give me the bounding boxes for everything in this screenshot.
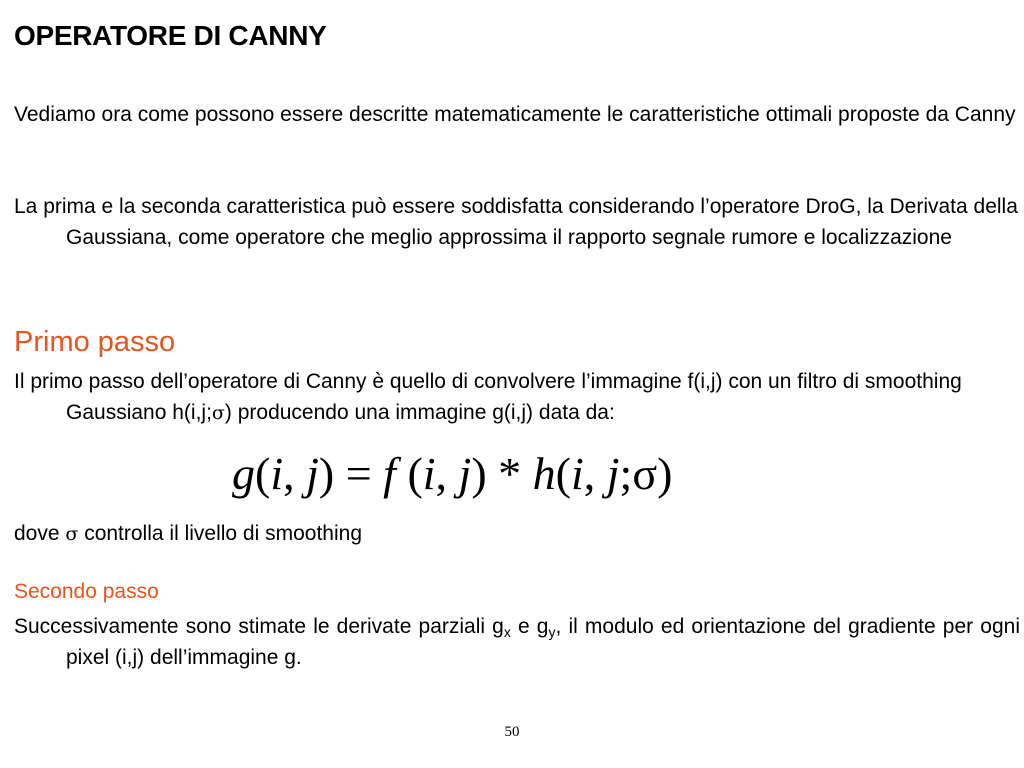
drog-paragraph: La prima e la seconda caratteristica può essere soddisfatta considerando l’operatore DroG, la Derivata della Gaussiana, come operatore che meglio approssima il rapporto segnale rumore e localizzazione bbox=[14, 195, 1018, 249]
subscript-y: y bbox=[548, 624, 556, 640]
subscript-x: x bbox=[503, 624, 511, 640]
step2-text-1: Successivamente sono stimate le derivate parziali g bbox=[14, 615, 504, 638]
step2-paragraph bbox=[14, 611, 1020, 673]
sigma-note-after: controlla il livello di smoothing bbox=[78, 522, 362, 545]
sigma-note-before: dove bbox=[14, 522, 66, 545]
slide-title: OPERATORE DI CANNY bbox=[14, 20, 327, 51]
sigma-symbol: σ bbox=[211, 402, 225, 424]
step1-paragraph bbox=[14, 366, 1020, 429]
step2-heading: Secondo passo bbox=[14, 580, 159, 603]
page-number: 50 bbox=[504, 724, 520, 740]
step2-text-2: e g bbox=[510, 615, 549, 638]
intro-paragraph: Vediamo ora come possono essere descritte matematicamente le caratteristiche ottimali proposte da Canny bbox=[14, 103, 1016, 126]
step1-text-before: Il primo passo dell’operatore di Canny è quello di convolvere l’immagine f(i,j) con un filtro di smoothing Gaussiano h(i,j; bbox=[14, 370, 962, 424]
step1-text-after: ) producendo una immagine g(i,j) data da: bbox=[224, 401, 615, 424]
step1-heading: Primo passo bbox=[14, 326, 176, 358]
sigma-note bbox=[14, 518, 1020, 550]
sigma-symbol: σ bbox=[65, 523, 79, 545]
step2-text-3: , il modulo ed orientazione del gradiente per ogni pixel (i,j) dell’immagine g. bbox=[66, 615, 1020, 669]
convolution-formula: g(i, j) = f (i, j) * h(i, j;σ) bbox=[232, 448, 673, 499]
